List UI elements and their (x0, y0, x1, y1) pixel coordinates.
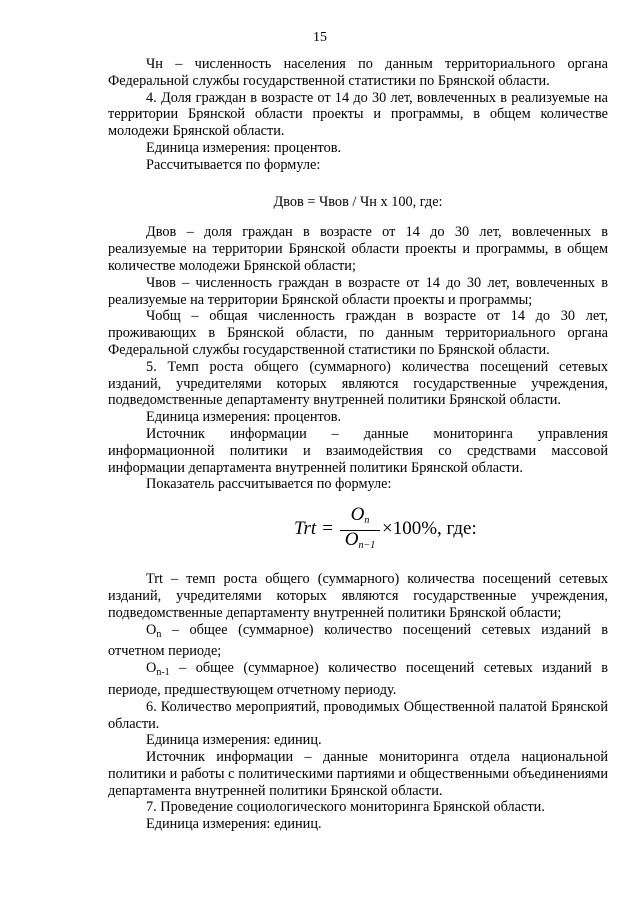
paragraph: Чвов – численность граждан в возрасте от 14 до 30 лет, вовлеченных в реализуемые на территории Брянской области проекты и программы; (108, 274, 608, 308)
formula-lhs: Trt = (294, 518, 334, 540)
paragraph: Источник информации – данные мониторинга отдела национальной политики и работы с политическими партиями и общественными объединениями департамента внутренней политики Брянской области. (108, 749, 608, 799)
paragraph: Trt – темп роста общего (суммарного) количества посещений сетевых изданий, учредителями которых являются государственные учреждения, подведомственные департаменту внутренней политики Брянской области; (108, 571, 608, 621)
paragraph: Единица измерения: процентов. (146, 139, 342, 156)
paragraph: 4. Доля граждан в возрасте от 14 до 30 лет, вовлеченных в реализуемые на территории Брянской области проекты и программы, в общем количестве молодежи Брянской области. (108, 89, 608, 140)
paragraph: Источник информации – данные мониторинга управления информационной политики и взаимодействия со средствами массовой информации департамента внутренней политики Брянской области. (108, 425, 608, 476)
paragraph: Единица измерения: единиц. (146, 816, 322, 833)
paragraph: Единица измерения: процентов. (146, 409, 342, 426)
fraction-numerator: $O_n$ (350, 504, 370, 527)
paragraph: Показатель рассчитывается по формуле: (146, 476, 392, 493)
fraction-denominator: $O_{n-1}$ (344, 529, 376, 552)
formula-fraction (340, 504, 380, 555)
paragraph: 7. Проведение социологического мониторинга Брянской области. (146, 799, 545, 816)
paragraph: Единица измерения: единиц. (146, 732, 322, 749)
paragraph: Рассчитывается по формуле: (146, 156, 321, 173)
paragraph: Чобщ – общая численность граждан в возрасте от 14 до 30 лет, проживающих в Брянской области, по данным территориального органа Федеральной службы государственной статистики по Брянской области. (108, 308, 608, 358)
formula-rhs: ×100%, где: (382, 518, 477, 540)
document-body (108, 56, 608, 833)
page-number: 15 (313, 30, 327, 45)
formula-trt (108, 504, 608, 557)
paragraph: $O_n$ – общее (суммарное) количество посещений сетевых изданий в отчетном периоде; (108, 621, 609, 660)
paragraph: $O_{n-1}$ – общее (суммарное) количество посещений сетевых изданий в периоде, предшествующем отчетному периоду. (108, 660, 608, 698)
formula-dvov: Двов = Чвов / Чн х 100, где: (273, 193, 443, 210)
paragraph: 5. Темп роста общего (суммарного) количества посещений сетевых изданий, учредителями которых являются государственные учреждения, подведомственные департаменту внутренней политики Брянской области. (108, 358, 608, 409)
paragraph: Двов – доля граждан в возрасте от 14 до 30 лет, вовлеченных в реализуемые на территории Брянской области проекты и программы, в общем количестве молодежи Брянской области; (108, 224, 608, 274)
paragraph: 6. Количество мероприятий, проводимых Общественной палатой Брянской области. (108, 698, 608, 732)
paragraph: Чн – численность населения по данным территориального органа Федеральной службы государственной статистики по Брянской области. (108, 56, 608, 89)
